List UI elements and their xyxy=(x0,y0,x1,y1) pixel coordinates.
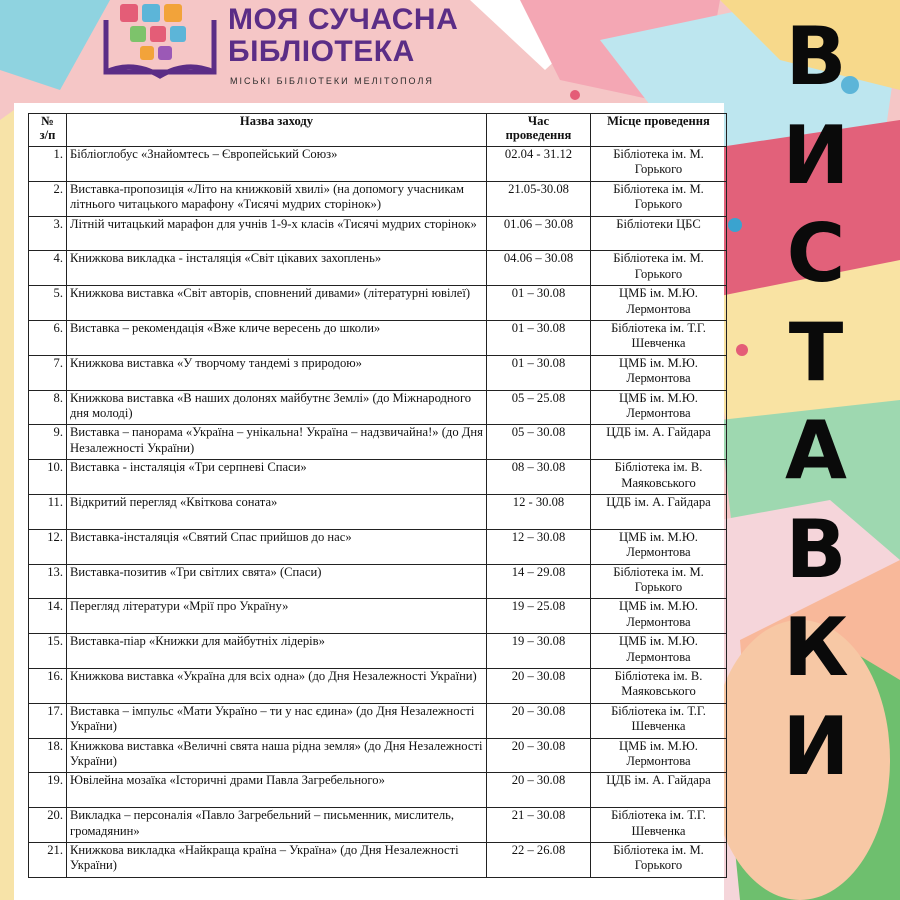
cell-place: ЦДБ ім. А. Гайдара xyxy=(591,773,727,808)
cell-number: 15. xyxy=(29,634,67,669)
cell-time: 12 – 30.08 xyxy=(487,529,591,564)
cell-number: 10. xyxy=(29,460,67,495)
table-row xyxy=(29,529,727,564)
cell-time: 19 – 25.08 xyxy=(487,599,591,634)
cell-name: Виставка-інсталяція «Святий Спас прийшов до нас» xyxy=(67,529,487,564)
cell-place: ЦДБ ім. А. Гайдара xyxy=(591,494,727,529)
cell-place: Бібліотека ім. М. Горького xyxy=(591,564,727,599)
cell-number: 21. xyxy=(29,842,67,877)
table-row xyxy=(29,460,727,495)
cell-name: Літній читацький марафон для учнів 1-9-х класів «Тисячі мудрих сторінок» xyxy=(67,216,487,251)
table-row xyxy=(29,808,727,843)
cell-name: Книжкова виставка «У творчому тандемі з природою» xyxy=(67,355,487,390)
table-row xyxy=(29,494,727,529)
vertical-title-letter: С xyxy=(786,207,846,300)
cell-time: 20 – 30.08 xyxy=(487,703,591,738)
cell-place: Бібліотека ім. М. Горького xyxy=(591,251,727,286)
cell-number: 11. xyxy=(29,494,67,529)
cell-time: 21.05-30.08 xyxy=(487,181,591,216)
table-row xyxy=(29,668,727,703)
vertical-title-letter: В xyxy=(785,10,847,103)
logo-subtitle: МІСЬКІ БІБЛІОТЕКИ МЕЛІТОПОЛЯ xyxy=(230,76,434,86)
cell-name: Книжкова виставка «Світ авторів, сповнений дивами» (літературні ювілеї) xyxy=(67,286,487,321)
vertical-title-letter: И xyxy=(782,108,850,202)
cell-name: Виставка – панорама «Україна – унікальна! Україна – надзвичайна!» (до Дня Незалежності України) xyxy=(67,425,487,460)
cell-number: 13. xyxy=(29,564,67,599)
cell-name: Виставка-пропозиція «Літо на книжковій хвилі» (на допомогу учасникам літнього читацького марафону «Тисячі мудрих сторінок») xyxy=(67,181,487,216)
cell-place: ЦМБ ім. М.Ю. Лермонтова xyxy=(591,390,727,425)
cell-place: ЦМБ ім. М.Ю. Лермонтова xyxy=(591,738,727,773)
cell-time: 01 – 30.08 xyxy=(487,286,591,321)
events-table xyxy=(28,113,727,878)
table-row xyxy=(29,251,727,286)
cell-place: Бібліотека ім. Т.Г. Шевченка xyxy=(591,703,727,738)
cell-number: 16. xyxy=(29,668,67,703)
cell-number: 14. xyxy=(29,599,67,634)
cell-time: 14 – 29.08 xyxy=(487,564,591,599)
cell-name: Книжкова виставка «В наших долонях майбутнє Землі» (до Міжнародного дня молоді) xyxy=(67,390,487,425)
cell-time: 20 – 30.08 xyxy=(487,773,591,808)
table-row xyxy=(29,181,727,216)
cell-place: Бібліотека ім. М. Горького xyxy=(591,147,727,182)
table-row xyxy=(29,355,727,390)
vertical-title-letter: И xyxy=(782,699,850,793)
table-row xyxy=(29,738,727,773)
cell-time: 01.06 – 30.08 xyxy=(487,216,591,251)
cell-number: 12. xyxy=(29,529,67,564)
cell-time: 05 – 30.08 xyxy=(487,425,591,460)
header-time-line1: Час xyxy=(527,114,550,128)
library-logo xyxy=(100,0,520,92)
cell-time: 20 – 30.08 xyxy=(487,738,591,773)
cell-name: Виставка – імпульс «Мати Україно – ти у нас єдина» (до Дня Незалежності України) xyxy=(67,703,487,738)
logo-title-line2: БІБЛІОТЕКА xyxy=(228,35,415,68)
cell-number: 6. xyxy=(29,320,67,355)
cell-number: 5. xyxy=(29,286,67,321)
cell-name: Відкритий перегляд «Квіткова соната» xyxy=(67,494,487,529)
cell-time: 08 – 30.08 xyxy=(487,460,591,495)
cell-place: Бібліотека ім. В. Маяковського xyxy=(591,460,727,495)
cell-name: Викладка – персоналія «Павло Загребельний – письменник, мислитель, громадянин» xyxy=(67,808,487,843)
cell-place: Бібліотеки ЦБС xyxy=(591,216,727,251)
cell-name: Виставка-піар «Книжки для майбутніх лідерів» xyxy=(67,634,487,669)
table-row xyxy=(29,147,727,182)
cell-number: 2. xyxy=(29,181,67,216)
document-sheet xyxy=(14,103,724,900)
cell-time: 19 – 30.08 xyxy=(487,634,591,669)
cell-place: Бібліотека ім. М. Горького xyxy=(591,181,727,216)
cell-number: 17. xyxy=(29,703,67,738)
cell-time: 20 – 30.08 xyxy=(487,668,591,703)
cell-name: Бібліоглобус «Знайомтесь – Європейський Союз» xyxy=(67,147,487,182)
cell-place: ЦМБ ім. М.Ю. Лермонтова xyxy=(591,599,727,634)
cell-time: 12 - 30.08 xyxy=(487,494,591,529)
cell-time: 01 – 30.08 xyxy=(487,355,591,390)
cell-name: Виставка – рекомендація «Вже кличе вересень до школи» xyxy=(67,320,487,355)
header-number-line1: № xyxy=(41,114,54,128)
cell-name: Книжкова виставка «Величні свята наша рідна земля» (до Дня Незалежності України) xyxy=(67,738,487,773)
table-row xyxy=(29,320,727,355)
table-row xyxy=(29,425,727,460)
header-time xyxy=(487,114,591,147)
cell-time: 01 – 30.08 xyxy=(487,320,591,355)
vertical-title-letter: А xyxy=(785,404,847,497)
table-body xyxy=(29,147,727,878)
cell-number: 7. xyxy=(29,355,67,390)
cell-number: 3. xyxy=(29,216,67,251)
table-row xyxy=(29,773,727,808)
cell-time: 05 – 25.08 xyxy=(487,390,591,425)
cell-place: ЦМБ ім. М.Ю. Лермонтова xyxy=(591,286,727,321)
header-name: Назва заходу xyxy=(67,114,487,147)
cell-time: 22 – 26.08 xyxy=(487,842,591,877)
cell-name: Перегляд літератури «Мрії про Україну» xyxy=(67,599,487,634)
cell-number: 4. xyxy=(29,251,67,286)
cell-number: 19. xyxy=(29,773,67,808)
vertical-title-letter: В xyxy=(785,502,847,596)
cell-name: Виставка - інсталяція «Три серпневі Спаси» xyxy=(67,460,487,495)
cell-time: 21 – 30.08 xyxy=(487,808,591,843)
vertical-title-letter: Т xyxy=(788,305,844,399)
table-row xyxy=(29,599,727,634)
cell-name: Книжкова викладка «Найкраща країна – Україна» (до Дня Незалежності України) xyxy=(67,842,487,877)
cell-place: ЦДБ ім. А. Гайдара xyxy=(591,425,727,460)
vertical-title xyxy=(776,8,856,796)
table-row xyxy=(29,286,727,321)
cell-name: Книжкова виставка «Україна для всіх одна» (до Дня Незалежності України) xyxy=(67,668,487,703)
table-row xyxy=(29,703,727,738)
header-number-line2: з/п xyxy=(39,128,56,142)
cell-place: Бібліотека ім. М. Горького xyxy=(591,842,727,877)
cell-number: 20. xyxy=(29,808,67,843)
cell-time: 04.06 – 30.08 xyxy=(487,251,591,286)
cell-number: 8. xyxy=(29,390,67,425)
header-number xyxy=(29,114,67,147)
cell-name: Книжкова викладка - інсталяція «Світ цікавих захоплень» xyxy=(67,251,487,286)
cell-number: 18. xyxy=(29,738,67,773)
cell-name: Виставка-позитив «Три світлих свята» (Спаси) xyxy=(67,564,487,599)
header-place: Місце проведення xyxy=(591,114,727,147)
logo-title xyxy=(228,4,458,68)
cell-place: ЦМБ ім. М.Ю. Лермонтова xyxy=(591,355,727,390)
table-row xyxy=(29,390,727,425)
cell-number: 9. xyxy=(29,425,67,460)
header-time-line2: проведення xyxy=(505,128,572,142)
cell-place: ЦМБ ім. М.Ю. Лермонтова xyxy=(591,634,727,669)
table-row xyxy=(29,564,727,599)
logo-title-line1: МОЯ СУЧАСНА xyxy=(228,3,459,36)
cell-time: 02.04 - 31.12 xyxy=(487,147,591,182)
cell-place: Бібліотека ім. Т.Г. Шевченка xyxy=(591,808,727,843)
cell-place: ЦМБ ім. М.Ю. Лермонтова xyxy=(591,529,727,564)
library-logo-icon xyxy=(100,0,220,88)
cell-name: Ювілейна мозаїка «Історичні драми Павла Загребельного» xyxy=(67,773,487,808)
cell-place: Бібліотека ім. Т.Г. Шевченка xyxy=(591,320,727,355)
vertical-title-letter: К xyxy=(783,601,849,694)
cell-number: 1. xyxy=(29,147,67,182)
table-header-row xyxy=(29,114,727,147)
table-row xyxy=(29,216,727,251)
cell-place: Бібліотека ім. В. Маяковського xyxy=(591,668,727,703)
table-row xyxy=(29,842,727,877)
table-row xyxy=(29,634,727,669)
